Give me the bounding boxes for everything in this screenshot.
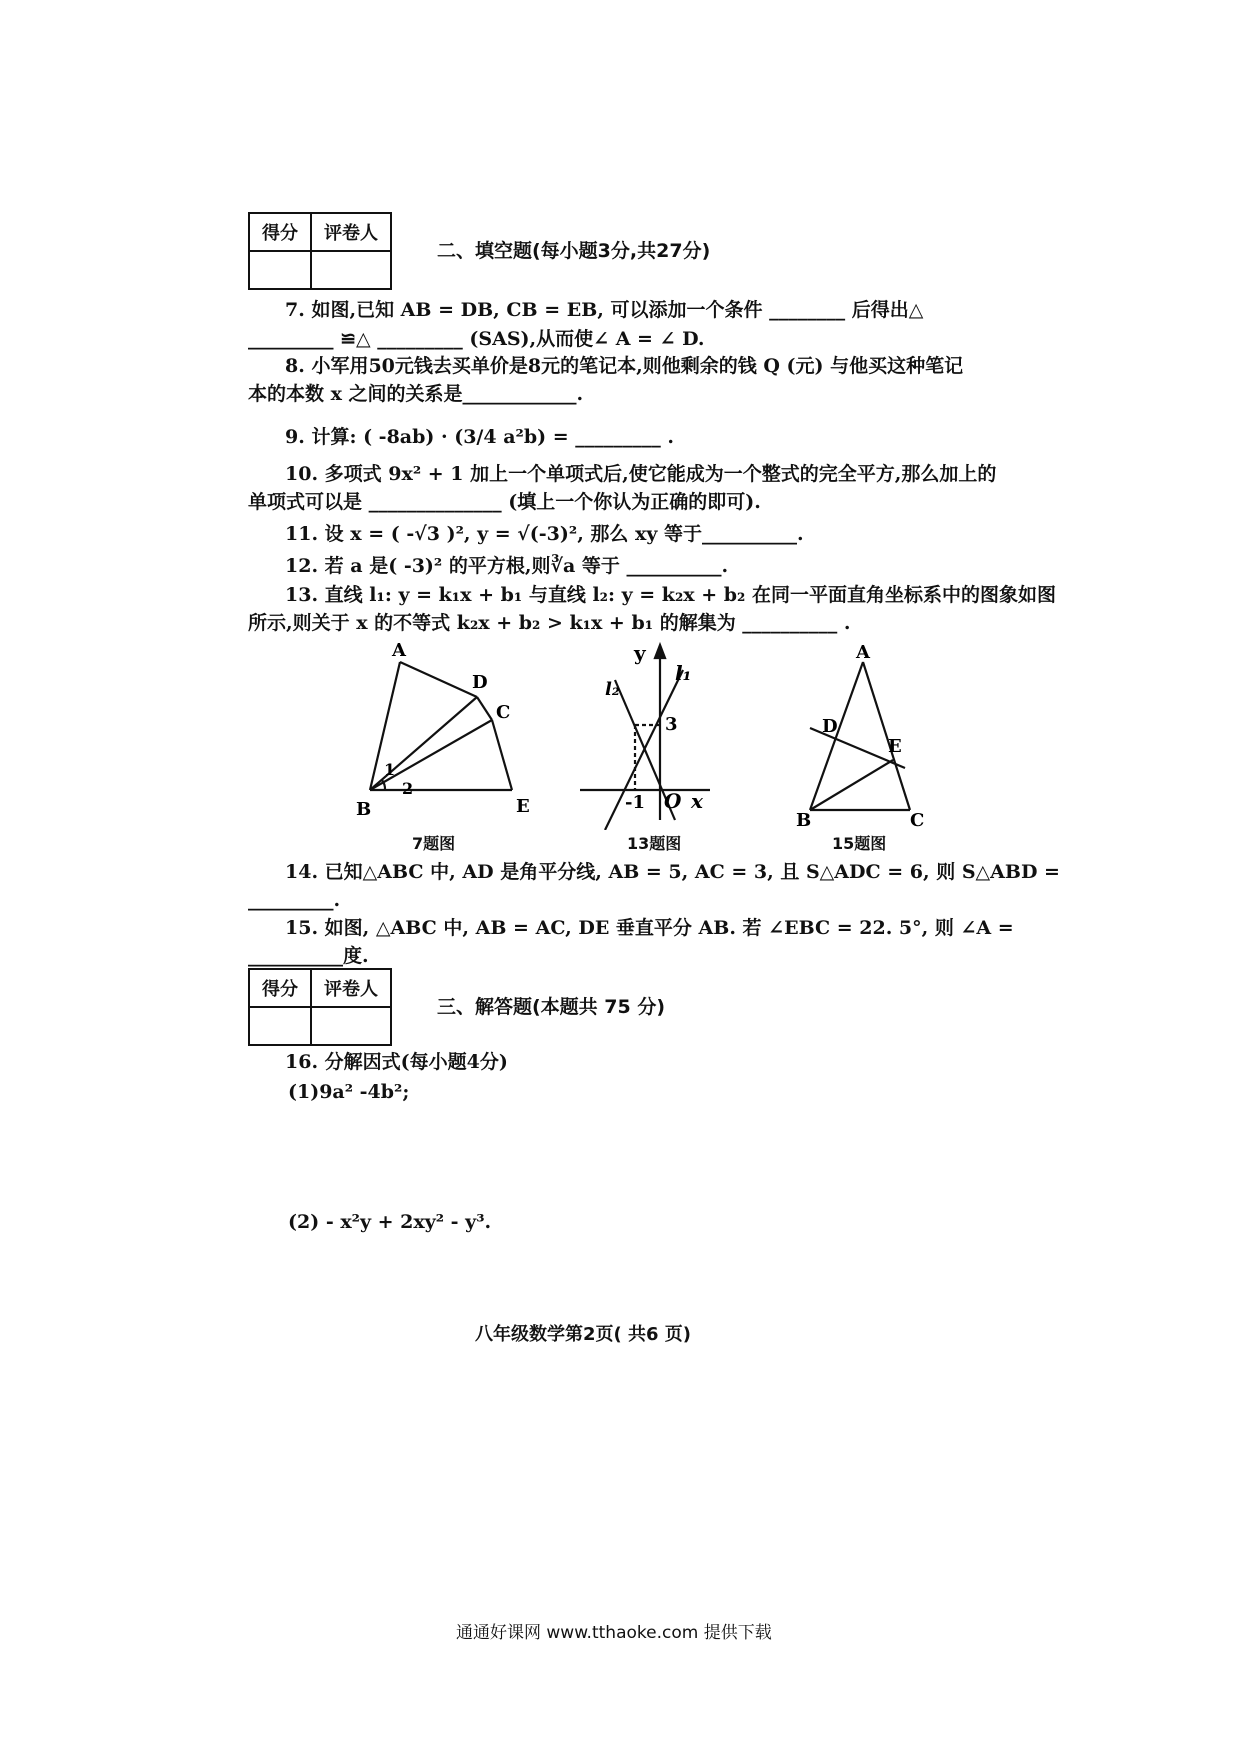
figure-13 — [575, 640, 725, 830]
fig7-angle-1: 1 — [384, 760, 396, 779]
score-table-section3 — [248, 968, 392, 1046]
fig13-label-y: y — [634, 641, 646, 665]
score-cell[interactable] — [249, 1007, 311, 1045]
fig13-label-l2: l₂ — [605, 679, 620, 700]
fig13-tick-3: 3 — [665, 714, 678, 735]
q14-line1: 14. 已知△ABC 中, AD 是角平分线, AB = 5, AC = 3, 且 S△ADC = 6, 则 S△ABD = — [285, 861, 1060, 883]
q7-line2: _________ ≌△ _________ (SAS),从而使∠ A = ∠ D. — [248, 328, 705, 350]
score-table-section2 — [248, 212, 392, 290]
fig15-label-a: A — [856, 642, 870, 663]
q16-part1: (1)9a² -4b²; — [288, 1081, 410, 1103]
fig7-segment-dc — [477, 697, 492, 720]
q12-line1: 12. 若 a 是( -3)² 的平方根,则∛a 等于 __________. — [285, 555, 729, 577]
q16-part2: (2) - x²y + 2xy² - y³. — [288, 1211, 492, 1233]
page-footer: 八年级数学第2页( 共6 页) — [475, 1324, 692, 1345]
grader-header: 评卷人 — [311, 969, 391, 1007]
q8-line1: 8. 小军用50元钱去买单价是8元的笔记本,则他剩余的钱 Q (元) 与他买这种笔记 — [285, 355, 964, 377]
q10-line1: 10. 多项式 9x² + 1 加上一个单项式后,使它能成为一个整式的完全平方,那么加上的 — [285, 463, 997, 485]
q7-line1: 7. 如图,已知 AB = DB, CB = EB, 可以添加一个条件 ________ 后得出△ — [285, 299, 924, 321]
fig7-label-e: E — [516, 796, 530, 817]
q13-line2: 所示,则关于 x 的不等式 k₂x + b₂ > k₁x + b₁ 的解集为 __________ . — [248, 612, 851, 634]
fig13-y-arrow — [655, 645, 665, 658]
fig7-label-b: B — [356, 799, 372, 820]
figure-7 — [350, 640, 550, 830]
fig7-label-d: D — [472, 672, 488, 693]
q8-line2: 本的本数 x 之间的关系是____________. — [248, 383, 584, 405]
q16-title: 16. 分解因式(每小题4分) — [285, 1051, 508, 1073]
grader-header: 评卷人 — [311, 213, 391, 251]
grader-cell[interactable] — [311, 1007, 391, 1045]
score-header: 得分 — [249, 969, 311, 1007]
q14-line2: _________. — [248, 889, 341, 911]
fig13-tick-neg1: -1 — [625, 792, 645, 813]
fig7-segment-ec — [492, 720, 512, 790]
score-header: 得分 — [249, 213, 311, 251]
fig13-label-l1: l₁ — [675, 661, 692, 685]
score-cell[interactable] — [249, 251, 311, 289]
fig15-segment-ac — [863, 662, 910, 810]
fig13-caption: 13题图 — [627, 834, 682, 853]
q15-line1: 15. 如图, △ABC 中, AB = AC, DE 垂直平分 AB. 若 ∠EBC = 22. 5°, 则 ∠A = — [285, 917, 1014, 939]
fig7-label-c: C — [496, 702, 511, 723]
fig15-label-d: D — [822, 716, 838, 737]
fig13-label-o: O — [664, 789, 682, 813]
fig15-caption: 15题图 — [832, 834, 887, 853]
grader-cell[interactable] — [311, 251, 391, 289]
fig7-segment-bc — [370, 720, 492, 790]
section2-title: 二、填空题(每小题3分,共27分) — [437, 240, 711, 262]
fig15-segment-be — [810, 760, 893, 810]
fig13-label-x: x — [691, 789, 703, 813]
q15-line2: __________度. — [248, 945, 369, 967]
fig15-label-b: B — [796, 810, 812, 830]
fig7-caption: 7题图 — [412, 834, 456, 853]
q11-line1: 11. 设 x = ( -√3 )², y = √(-3)², 那么 xy 等于__________. — [285, 523, 804, 545]
q10-line2: 单项式可以是 ______________ (填上一个你认为正确的即可). — [248, 491, 761, 513]
website-credit: 通通好课网 www.tthaoke.com 提供下载 — [456, 1623, 772, 1643]
fig7-angle-2: 2 — [402, 779, 414, 798]
figure-15 — [790, 640, 940, 830]
q9-line1: 9. 计算: ( -8ab) · (3/4 a²b) = _________ . — [285, 426, 674, 448]
q13-line1: 13. 直线 l₁: y = k₁x + b₁ 与直线 l₂: y = k₂x + b₂ 在同一平面直角坐标系中的图象如图 — [285, 584, 1056, 606]
fig15-label-c: C — [910, 810, 925, 830]
fig15-label-e: E — [888, 736, 902, 757]
fig7-segment-ad — [400, 662, 477, 697]
section3-title: 三、解答题(本题共 75 分) — [437, 996, 666, 1018]
fig7-label-a: A — [392, 640, 406, 661]
